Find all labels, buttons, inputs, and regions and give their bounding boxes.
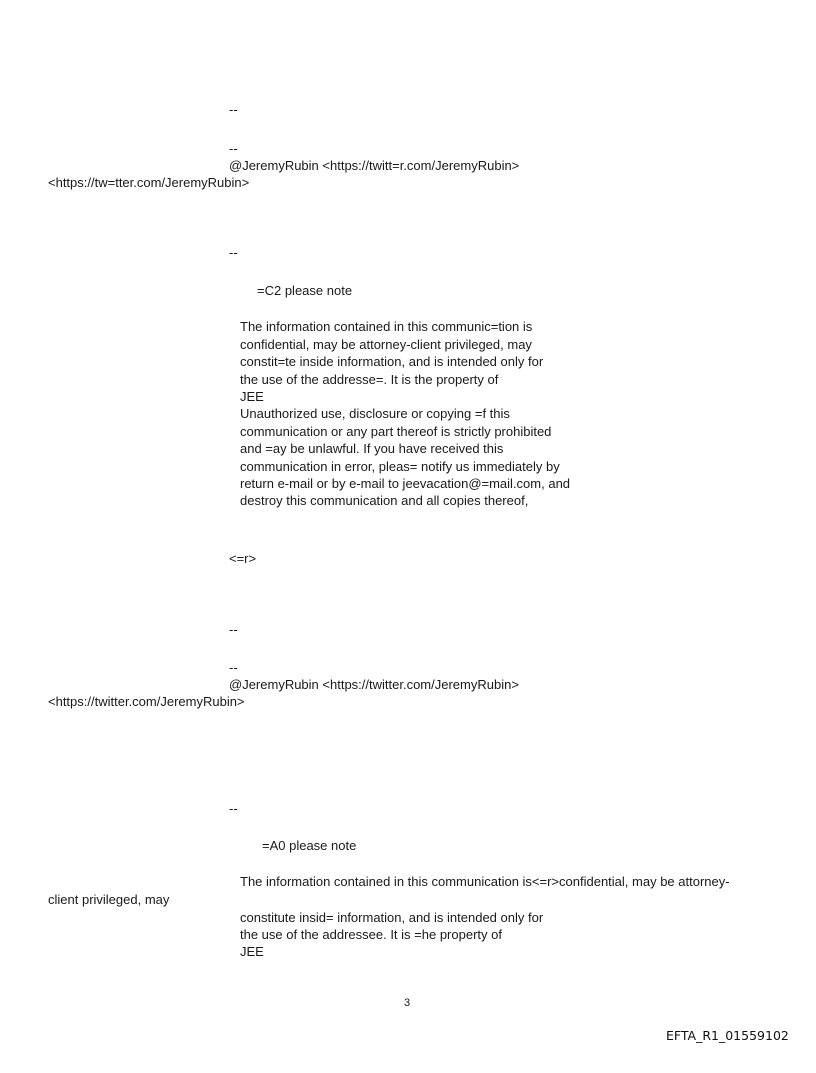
signature-line: @JeremyRubin <https://twitter.com/JeremyRubin> [229, 677, 519, 692]
note-line: The information contained in this communic=tion is [240, 319, 533, 334]
note-line-wrap: client privileged, may [48, 892, 170, 907]
signature-line-wrap: <https://twitter.com/JeremyRubin> [48, 694, 245, 709]
note-line: the use of the addresse=. It is the property of [240, 372, 499, 387]
document-id: EFTA_R1_01559102 [666, 1028, 789, 1043]
separator: -- [229, 245, 238, 260]
note-line: The information contained in this communication is<=r>confidential, may be attorney- [240, 874, 730, 889]
note-line: constit=te inside information, and is intended only for [240, 354, 544, 369]
note-title: =C2 please note [257, 283, 353, 298]
separator: -- [229, 801, 238, 816]
note-line: constitute insid= information, and is intended only for [240, 910, 544, 925]
separator: -- [229, 102, 238, 117]
note-line: destroy this communication and all copies thereof, [240, 493, 529, 508]
note-line: Unauthorized use, disclosure or copying =f this [240, 406, 510, 421]
note-line: return e-mail or by e-mail to jeevacation@=mail.com, and [240, 476, 571, 491]
separator: -- [229, 660, 238, 675]
signature-line-wrap: <https://tw=tter.com/JeremyRubin> [48, 175, 250, 190]
note-line: JEE [240, 389, 264, 404]
note-line: communication in error, pleas= notify us immediately by [240, 459, 560, 474]
signature-line: @JeremyRubin <https://twitt=r.com/JeremyRubin> [229, 158, 520, 173]
note-line: communication or any part thereof is strictly prohibited [240, 424, 552, 439]
separator: -- [229, 622, 238, 637]
page-number: 3 [404, 997, 411, 1009]
note-line: and =ay be unlawful. If you have received this [240, 441, 504, 456]
separator: -- [229, 141, 238, 156]
note-line: confidential, may be attorney-client privileged, may [240, 337, 532, 352]
br-tag: <=r> [229, 551, 257, 566]
note-line: the use of the addressee. It is =he property of [240, 927, 502, 942]
note-title: =A0 please note [262, 838, 357, 853]
note-line: JEE [240, 944, 264, 959]
